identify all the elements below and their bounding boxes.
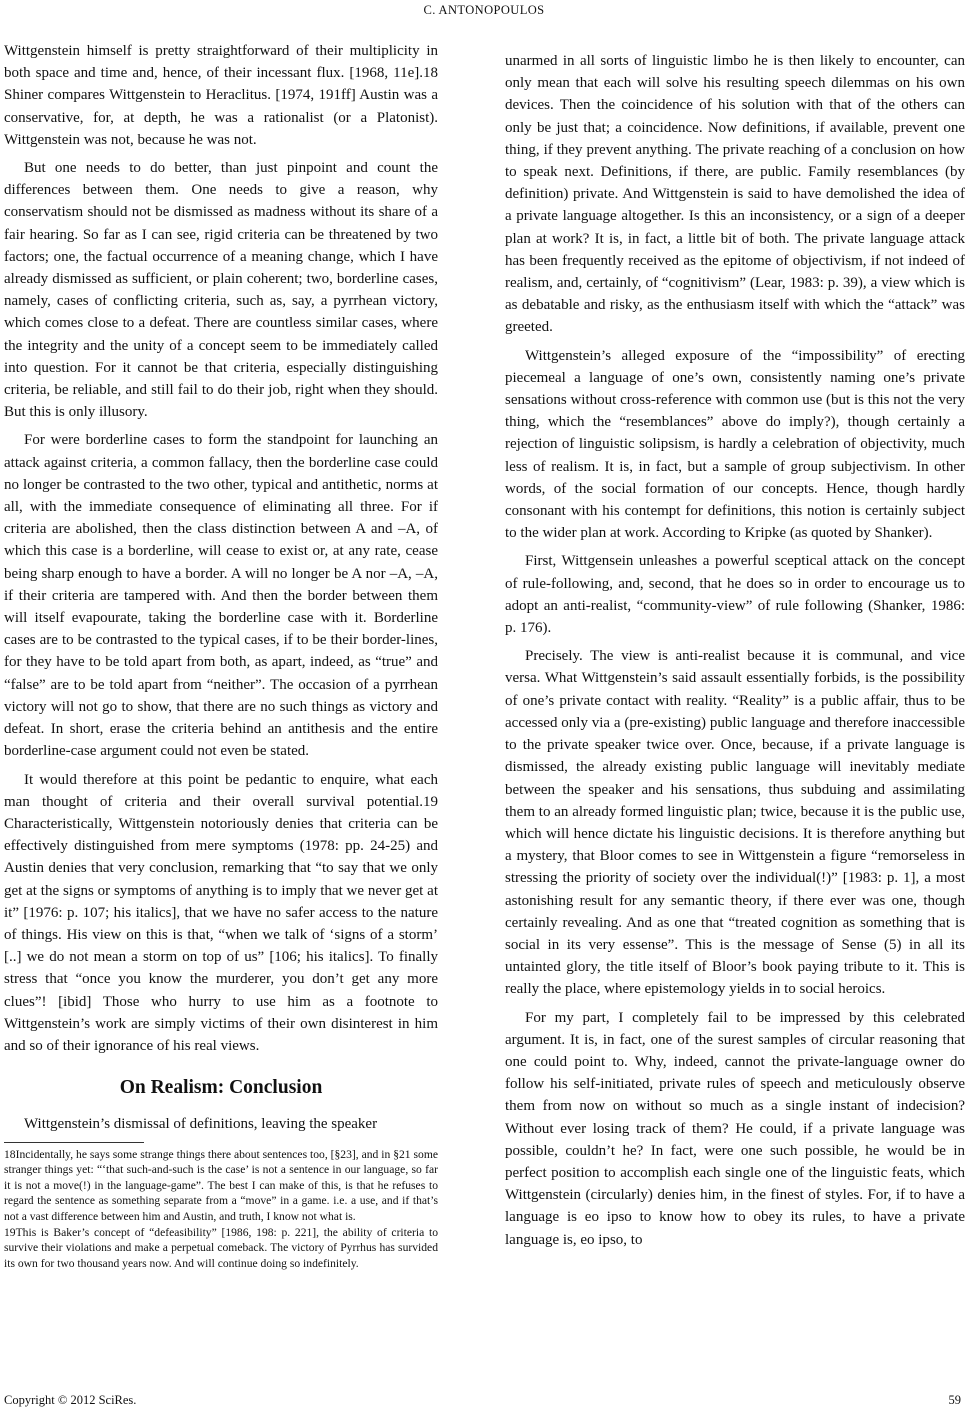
footnotes [4,1147,438,1272]
paragraph: Wittgenstein’s alleged exposure of the “impossibility” of erecting piecemeal a language of one’s own, consistently naming one’s private sensations without cross-reference with common use (but is this not the very thing, which the “resemblances” above do imply?), though certainly a rejection of linguistic solipsism, is hardly a celebration of objectivity, much less of realism. It is, in fact, but a sample of group subjectivism. In other words, of the social formation of our concepts. Hence, though hardly consonant with his contempt for definitions, this notion is certainly subject to the wider plan at work. According to Kripke (as quoted by Shanker). [505,347,965,542]
paragraph: It would therefore at this point be pedantic to enquire, what each man thought of criteria and their overall survival potential.19 Characteristically, Wittgenstein notoriously denies that criteria can be effectively distinguished from mere symptoms (1978: pp. 24-25) and Austin denies that very conclusion, remarking that “to say that we only get at the signs or symptoms of anything is to imply that we never get at it” [1976: p. 107; his italics], that we have no safer access to the nature of things. His view on this is that, “when we talk of ‘signs of a storm’ [..] we do not mean a storm on top of us” [106; his italics]. To finally stress that “once you know the murderer, you don’t get any more clues”! [ibid] Those who hurry to use him as a footnote to Wittgenstein’s work are simply victims of their own disinterest in him and so of their ignorance of his real views. [4,771,438,1054]
copyright-notice: Copyright © 2012 SciRes. [4,1393,137,1407]
footnote-divider [4,1142,144,1143]
paragraph: First, Wittgensein unleashes a powerful sceptical attack on the concept of rule-following, and, second, that he does so in order to encourage us to adopt an anti-realist, “community-view” of rule following (Shanker, 1986: p. 176). [505,553,965,637]
section-heading: On Realism: Conclusion [119,1077,323,1099]
left-column [4,40,438,1271]
footnote: 18Incidentally, he says some strange things there about sentences too, [§23], and in §21 some stranger things yet: “‘that such-and-such is the case’ is not a sentence in our language, so far it is not a move(!) in the language-game”. The best I can make of this, is that he refuses to regard the sentence as something separate from a “move” in a game. i.e. a use, and if that’s not a vast difference between him and Austin, and truth, I know not what is. [4,1147,438,1223]
page-number: 59 [948,1393,961,1407]
paragraph: unarmed in all sorts of linguistic limbo he is then likely to encounter, can only mean that each will solve his resulting speech dilemmas on his own devices. Then the coincidence of his solution with that of the others can only be just that; a coincidence. Now definitions, if available, prevent one thing, if they prevent anything. The private reaching of a conclusion on how to speak next. Definitions, if there, are public. Family resemblances (by definition) private. And Wittgenstein is said to have demolished the idea of a private language altogether. Is this an inconsistency, or a sign of a deeper plan at work? It is, in fact, a little bit of both. The private language attack has been frequently received as the epitome of objectivism, if not indeed of realism, and, certainly, of “cognitivism” (Lear, 1983: p. 39), a view which is as debatable and risky, as the enthusiasm itself with which the “attack” was greeted. [505,53,965,336]
paragraph: But one needs to do better, than just pinpoint and count the differences between them. One needs to give a reason, why conservatism should not be dismissed as madness without its share of a fair hearing. So far as I can see, rigid criteria can be threatened by two factors; one, the factual occurrence of a meaning change, which I have already dismissed as sufficient, or plain coherent; two, borderline cases, namely, cases of conflicting criteria, such as, say, a pyrrhean victory, which comes close to a defeat. There are countless similar cases, where the integrity and the unity of a concept seem to be immediately called into question. For it cannot be that criteria, especially distinguishing criteria, be reliable, and still fail to do their job, right when they should. But this is only illusory. [4,160,438,421]
paragraph: For my part, I completely fail to be impressed by this celebrated argument. It is, in fact, one of the surest samples of circular reasoning that one could point to. Why, indeed, cannot the private-language owner do follow his self-initiated, private rules of speech and meticulously observe them from now on without so much as a single instant of indecision? Without ever losing track of them? He could, if a private language was possible, couldn’t he? In fact, were one such possible, he would be in perfect position to accomplish each single one of the linguistic feats, which Wittgenstein (circularly) denies him, in the finest of styles. For, if to have a language is eo ipso to know how to obey its rules, to have a private language is, eo ipso, to [505,1009,965,1248]
running-head: C. ANTONOPOULOS [423,3,545,17]
paragraph: For were borderline cases to form the standpoint for launching an attack against criteria, a common fallacy, then the borderline case could no longer be contrasted to the two other, typical and antithetic, norms at all, with the immediate consequence of eliminating all three. For if criteria are abolished, then the class distinction between A and –A, of which this case is a borderline, will cease to exist or, at any rate, cease being sharp enough to have a border. A will no longer be A nor –A, –A, if their criteria are tampered with. And then the border between them will itself evapourate, taking the borderline case with it. Borderline cases are to be contrasted to the typical cases, if to be their border-lines, for they have to be told apart from both, as apart, indeed, as “true” and “false” are to be told apart from “neither”. The occasion of a pyrrhean victory will not go to show, that there are no such things as victory and defeat. In short, erase the criteria behind an antithesis and the entire borderline-case argument could not even be stated. [4,432,438,760]
paragraph: Precisely. The view is anti-realist because it is communal, and vice versa. What Wittgenstein’s said assault essentially forbids, is the possibility of one’s private contact with reality. “Reality” is a public affair, thus to be accessed only via a (pre-existing) public language and therefore inaccessible to the private speaker twice over. Once, because, if a private language is dismissed, the already existing public language will inevitably mediate between the speaker and his sensations, thus subduing and assimilating them to an already formed linguistic plan; twice, because it is the public use, which will hence dictate his linguistic decisions. It is therefore anything but a mystery, that Bloor comes to see in Wittgenstein a figure “remorseless in stressing the priority of society over the individual(!)” [1983: p. 1], a most astonishing result for any semantic theory, if there ever was one, though certainly revealing. And as one that “treated cognition as something that is social in its very essense”. This is the message of Sense (5) in all its untainted glory, the title itself of Bloor’s book paying tribute to it. This is really the place, where epistemology yields in to social heroics. [505,648,965,998]
paragraph: Wittgenstein himself is pretty straightforward of their multiplicity in both space and time and, hence, of their incessant flux. [1968, 11e].18 Shiner compares Wittgenstein to Heraclitus. [1974, 191ff] Austin was a conservative, for, at depth, he was a rationalist (or a Platonist). Wittgenstein was not, because he was not. [4,43,438,148]
paragraph: Wittgenstein’s dismissal of definitions, leaving the speaker [24,1116,378,1133]
right-column [505,50,965,1257]
footnote: 19This is Baker’s concept of “defeasibility” [1986, 198: p. 221], the ability of criteria to survive their violations and make a perpetual comeback. The victory of Pyrrhus has survided its own for two thousand years now. And will continue doing so indefinitely. [4,1225,438,1270]
